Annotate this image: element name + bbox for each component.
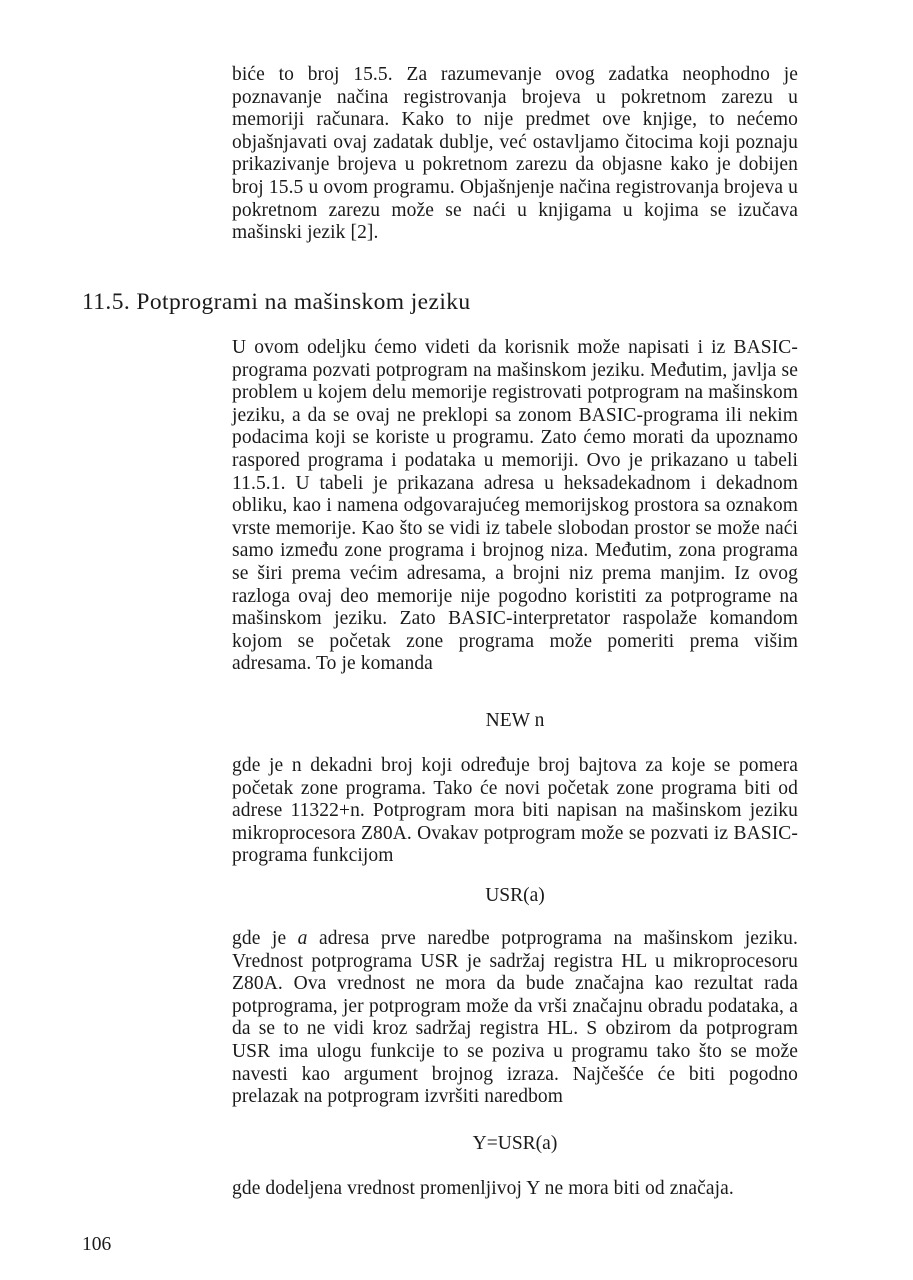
formula-new-command: NEW n xyxy=(485,710,545,731)
paragraph-closing: gde dodeljena vrednost promenljivoj Y ne mora biti od značaja. xyxy=(232,1178,734,1199)
formula-usr-function: USR(a) xyxy=(485,885,545,906)
variable-a: a xyxy=(297,928,308,949)
paragraph-intro: biće to broj 15.5. Za razumevanje ovog zadatka neophodno je poznavanje načina registrovanja brojeva u pokretnom zarezu u memoriji računara. Kako to nije predmet ove knjige, to nećemo objašnjavati ovaj zadatak dublje, već ostavljamo čitocima koji poznaju prikazivanje brojeva u pokretnom zarezu da objasne kako je dobijen broj 15.5 u ovom programu. Objašnjenje načina registrovanja brojeva u pokretnom zarezu može se naći u knjigama u kojima se izučava mašinski jezik [2]. xyxy=(232,64,798,244)
paragraph-new-explanation: gde je n dekadni broj koji određuje broj bajtova za koje se pomera početak zone programa. Tako će novi početak zone programa biti od adrese 11322+n. Potprogram mora biti napisan na mašinskom jeziku mikroprocesora Z80A. Ovakav potprogram može se pozvati iz BASIC-programa funkcijom xyxy=(232,755,798,867)
paragraph-usr-text-start: gde je xyxy=(232,928,298,949)
page-number: 106 xyxy=(82,1234,112,1255)
paragraph-usr-explanation xyxy=(232,928,798,1109)
formula-assignment: Y=USR(a) xyxy=(472,1133,558,1154)
paragraph-usr-text-rest: adresa prve naredbe potprograma na mašinskom jeziku. Vrednost potprograma USR je sadržaj registra HL u mikroprocesoru Z80A. Ova vrednost ne mora da bude značajna kao rezultat rada potprograma, jer potprogram može da vrši značajnu obradu podataka, a da se to ne vidi kroz sadržaj registra HL. S obzirom da potprogram USR ima ulogu funkcije to se poziva u programu tako što se može navesti kao argument brojnog izraza. Najčešće će biti pogodno prelazak na potprogram izvršiti naredbom xyxy=(232,928,798,1108)
section-heading: 11.5. Potprogrami na mašinskom jeziku xyxy=(82,289,471,315)
paragraph-memory-layout: U ovom odeljku ćemo videti da korisnik može napisati i iz BASIC-programa pozvati potprogram na mašinskom jeziku. Međutim, javlja se problem u kojem delu memorije registrovati potprogram na mašinskom jeziku, a da se ovaj ne preklopi sa zonom BASIC-programa ili nekim podacima koji se koriste u programu. Zato ćemo morati da upoznamo raspored programa i podataka u memoriji. Ovo je prikazano u tabeli 11.5.1. U tabeli je prikazana adresa u heksadekadnom i dekadnom obliku, kao i namena odgovarajućeg memorijskog prostora sa oznakom vrste memorije. Kao što se vidi iz tabele slobodan prostor se može naći samo između zone programa i brojnog niza. Međutim, zona programa se širi prema većim adresama, a brojni niz prema manjim. Iz ovog razloga ovaj deo memorije nije pogodno koristiti za potprograme na mašinskom jeziku. Zato BASIC-interpretator raspolaže komandom kojom se početak zone programa može pomeriti prema višim adresama. To je komanda xyxy=(232,337,798,675)
